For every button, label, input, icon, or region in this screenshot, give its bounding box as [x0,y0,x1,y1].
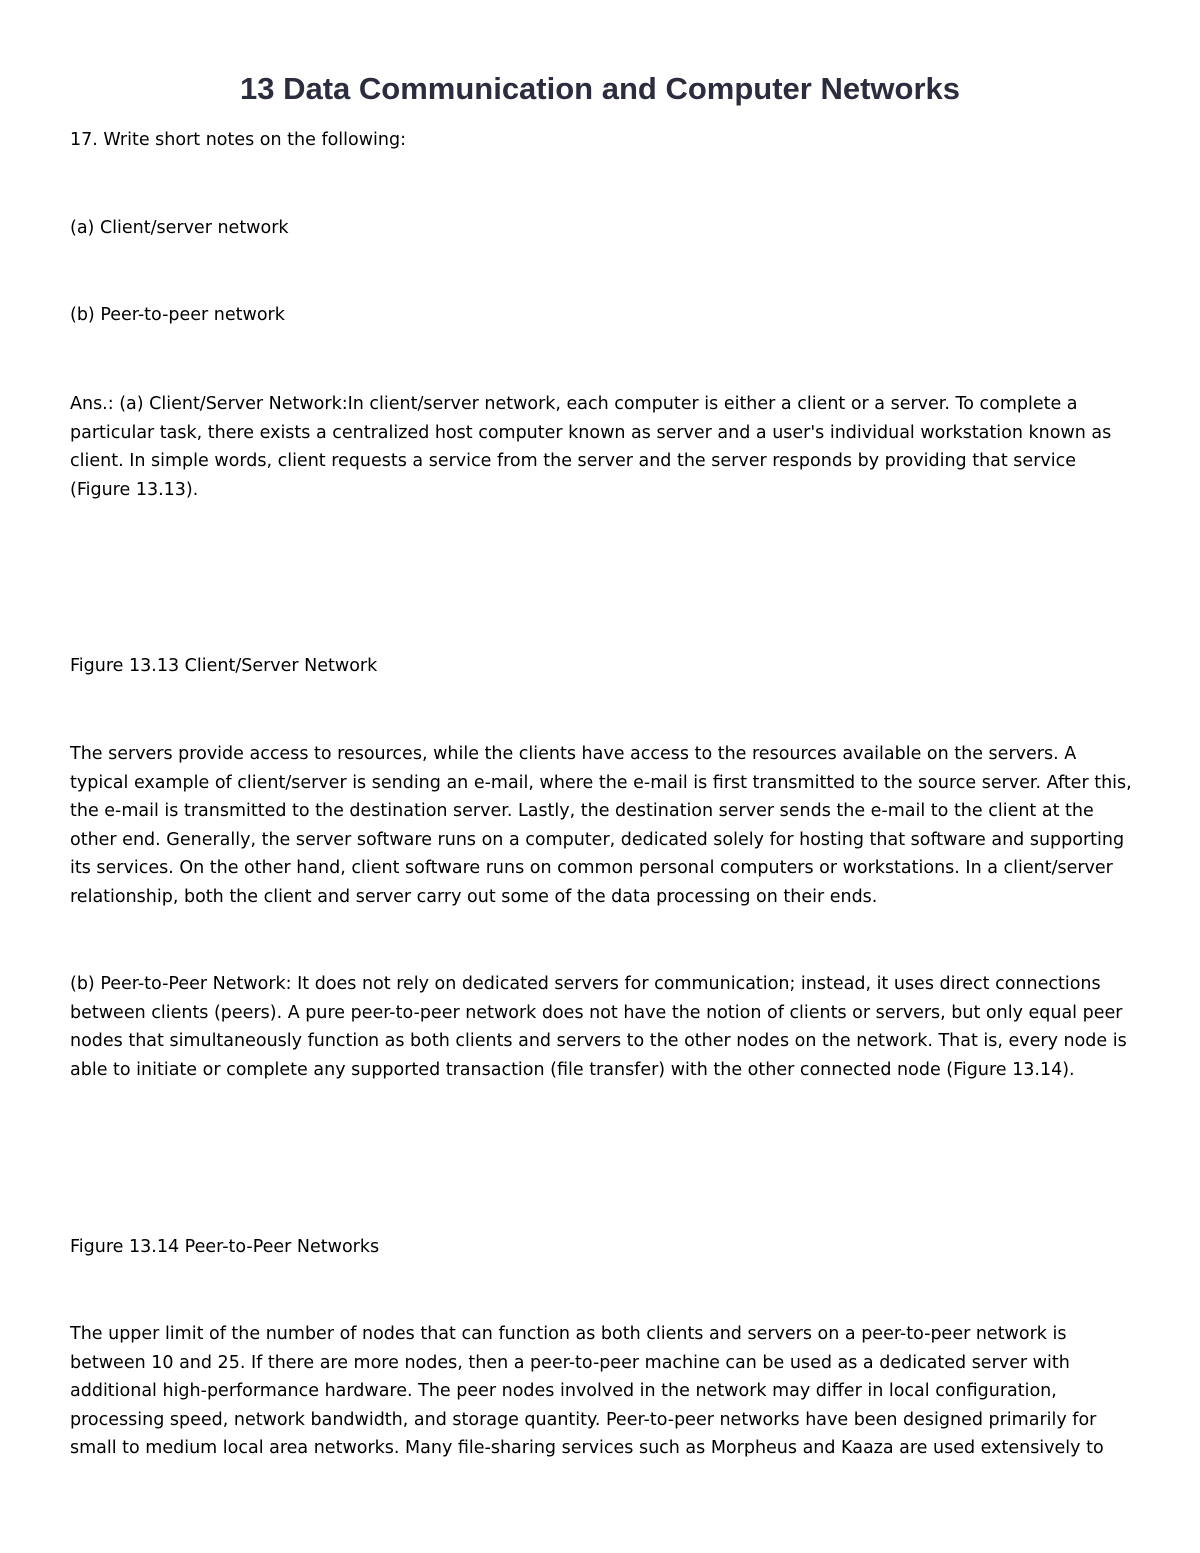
question-text: 17. Write short notes on the following: [70,130,407,150]
question-item-a: (a) Client/server network [70,218,289,238]
figure-13-14-caption: Figure 13.14 Peer-to-Peer Networks [70,1237,380,1257]
answer-client-server-paragraph: Ans.: (a) Client/Server Network:In client/server network, each computer is either a client or a server. To complete a particular task, there exists a centralized host computer known as server and a user's individual workstation known as client. In simple words, client requests a service from the server and the server responds by providing that service (Figure 13.13). [70,394,1112,500]
upper-limit-paragraph: The upper limit of the number of nodes that can function as both clients and servers on a peer-to-peer network is between 10 and 25. If there are more nodes, then a peer-to-peer machine can be used as a dedicated server with additional high-performance hardware. The peer nodes involved in the network may differ in local configuration, processing speed, network bandwidth, and storage quantity. Peer-to-peer networks have been designed primarily for small to medium local area networks. Many file-sharing services such as Morpheus and Kaaza are used extensively to [70,1324,1104,1458]
figure-13-13-caption: Figure 13.13 Client/Server Network [70,656,378,676]
question-item-b: (b) Peer-to-peer network [70,305,285,325]
answer-peer-to-peer-paragraph: (b) Peer-to-Peer Network: It does not rely on dedicated servers for communication; instead, it uses direct connections between clients (peers). A pure peer-to-peer network does not have the notion of clients or servers, but only equal peer nodes that simultaneously function as both clients and servers to the other nodes on the network. That is, every node is able to initiate or complete any supported transaction (file transfer) with the other connected node (Figure 13.14). [70,974,1127,1080]
servers-paragraph: The servers provide access to resources, while the clients have access to the resources available on the servers. A typical example of client/server is sending an e-mail, where the e-mail is first transmitted to the source server. After this, the e-mail is transmitted to the destination server. Lastly, the destination server sends the e-mail to the client at the other end. Generally, the server software runs on a computer, dedicated solely for hosting that software and supporting its services. On the other hand, client software runs on common personal computers or workstations. In a client/server relationship, both the client and server carry out some of the data processing on their ends. [70,744,1132,907]
document-title: 13 Data Communication and Computer Networks [239,71,960,106]
